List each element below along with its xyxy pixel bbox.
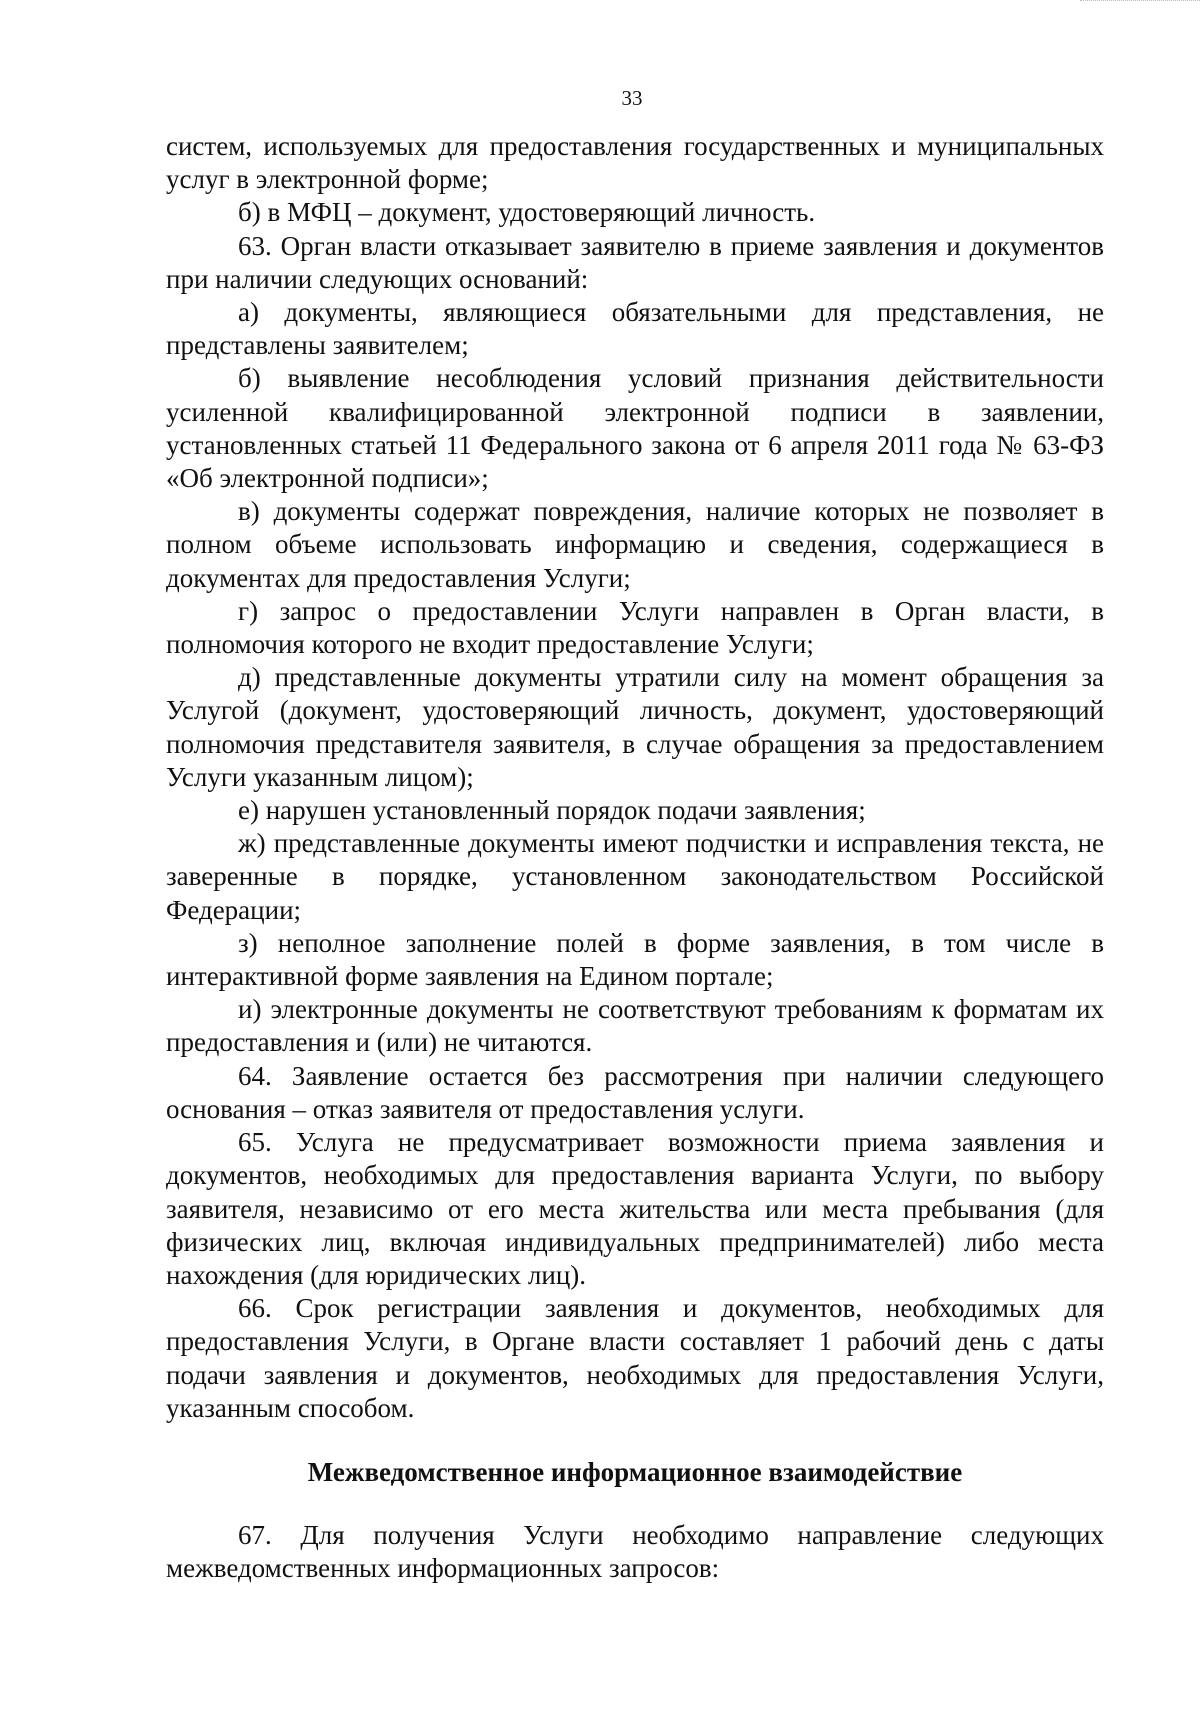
paragraph: 64. Заявление остается без рассмотрения при наличии следующего основания – отказ заявителя от предоставления услуги. [166, 1060, 1104, 1124]
paragraph: б) в МФЦ – документ, удостоверяющий личность. [238, 197, 816, 228]
paragraph: в) документы содержат повреждения, наличие которых не позволяет в полном объеме использовать информацию и сведения, содержащиеся в документах для предоставления Услуги; [166, 496, 1104, 593]
paragraph: ж) представленные документы имеют подчистки и исправления текста, не заверенные в порядке, установленном законодательством Российской Федерации; [166, 828, 1104, 925]
paragraph: и) электронные документы не соответствуют требованиям к форматам их предоставления и (или) не читаются. [166, 994, 1104, 1058]
paragraph: 63. Орган власти отказывает заявителю в приеме заявления и документов при наличии следующих оснований: [166, 230, 1104, 294]
page-number: 33 [621, 86, 643, 110]
paragraph: 67. Для получения Услуги необходимо направление следующих межведомственных информационных запросов: [166, 1520, 1104, 1584]
scan-edge-mark [1080, 0, 1200, 5]
paragraph: е) нарушен установленный порядок подачи заявления; [238, 795, 866, 826]
paragraph: а) документы, являющиеся обязательными для представления, не представлены заявителем; [166, 297, 1104, 361]
document-body [166, 130, 1104, 1586]
section-heading: Межведомственное информационное взаимодействие [307, 1456, 963, 1487]
paragraph: з) неполное заполнение полей в форме заявления, в том числе в интерактивной форме заявления на Едином портале; [166, 927, 1104, 992]
paragraph: систем, используемых для предоставления государственных и муниципальных услуг в электронной форме; [166, 131, 1104, 195]
paragraph: 65. Услуга не предусматривает возможности приема заявления и документов, необходимых для предоставления варианта Услуги, по выбору заявителя, независимо от его места жительства или места пребывания (для физических лиц, включая индивидуальных предпринимателей) либо места нахождения (для юридических лиц). [166, 1127, 1104, 1290]
paragraph: б) выявление несоблюдения условий признания действительности усиленной квалифицированной электронной подписи в заявлении, установленных статьей 11 Федерального закона от 6 апреля 2011 года № 63-ФЗ «Об электронной подписи»; [166, 363, 1104, 494]
paragraph: д) представленные документы утратили силу на момент обращения за Услугой (документ, удостоверяющий личность, документ, удостоверяющий полномочия представителя заявителя, в случае обращения за предоставлением Услуги указанным лицом); [166, 662, 1104, 792]
paragraph: г) запрос о предоставлении Услуги направлен в Орган власти, в полномочия которого не входит предоставление Услуги; [166, 595, 1104, 660]
paragraph: 66. Срок регистрации заявления и документов, необходимых для предоставления Услуги, в Органе власти составляет 1 рабочий день с даты подачи заявления и документов, необходимых для предоставления Услуги, указанным способом. [166, 1293, 1104, 1423]
